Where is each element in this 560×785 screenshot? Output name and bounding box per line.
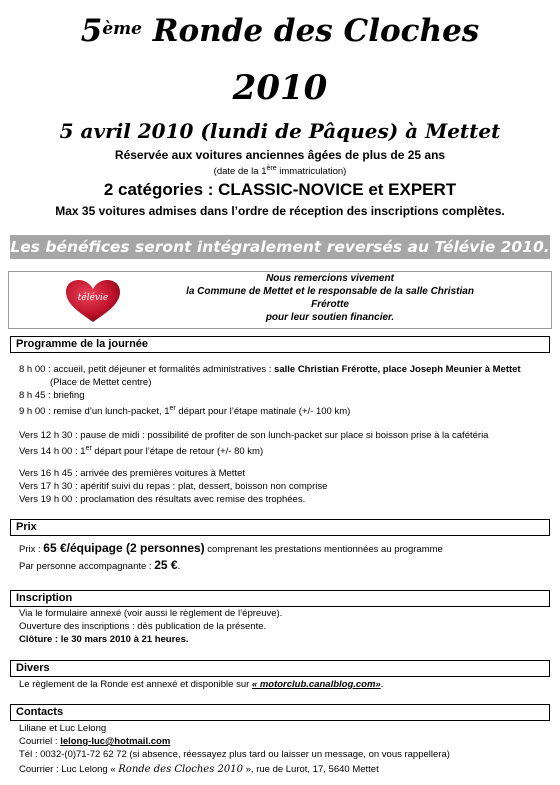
prix-header: Prix	[10, 519, 550, 536]
inscription-closing: Clôture : le 30 mars 2010 à 21 heures.	[19, 634, 189, 645]
reserved-note-sup: ère	[266, 165, 277, 172]
prix-team-price: 65 €/équipage (2 personnes)	[43, 541, 205, 555]
televie-logo-text: télévie	[77, 293, 109, 303]
title-ordinal: 5	[80, 13, 103, 49]
title-ordinal-suffix: ème	[102, 19, 142, 39]
motorclub-link[interactable]: « motorclub.canalblog.com»	[251, 679, 381, 690]
programme-line-6-sup: er	[85, 445, 92, 452]
event-title	[0, 12, 560, 50]
thanks-line-1: Nous remercions vivement	[266, 273, 394, 284]
prix-line-2	[19, 559, 180, 573]
programme-line-4-b: départ pour l’étape matinale (+/- 100 km)	[175, 406, 351, 418]
programme-line-4-sup: er	[169, 405, 176, 412]
reserved-note-a: (date de la 1	[213, 166, 267, 178]
contacts-event-name: Ronde des Cloches 2010	[118, 764, 243, 775]
contacts-line-3: Tél : 0032-(0)71-72 62 72 (si absence, réessayez plus tard ou laisser un message, on vous rappellera)	[19, 749, 450, 760]
event-date: 5 avril 2010 (lundi de Pâques) à Mettet	[59, 119, 501, 143]
programme-header: Programme de la journée	[10, 336, 550, 353]
thanks-line-2: la Commune de Mettet et le responsable de la salle Christian Frérotte	[186, 286, 474, 310]
programme-line-6-a: Vers 14 h 00 : 1	[19, 446, 86, 458]
divers-line-1-b: .	[380, 679, 384, 690]
programme-line-1	[19, 364, 521, 376]
reserved-text: Réservée aux voitures anciennes âgées de plus de 25 ans	[114, 148, 446, 162]
programme-line-3: 8 h 45 : briefing	[19, 390, 85, 401]
heart-icon	[62, 278, 124, 324]
benefits-banner: Les bénéfices seront intégralement reversés au Télévie 2010.	[10, 235, 550, 259]
programme-line-5: Vers 12 h 30 : pause de midi : possibilité de profiter de son lunch-packet sur place si boisson prise à la cafétéria	[19, 430, 489, 441]
inscription-line-1: Via le formulaire annexé (voir aussi le règlement de l’épreuve).	[19, 608, 283, 619]
inscription-line-2: Ouverture des inscriptions : dès publication de la présente.	[19, 621, 267, 632]
contacts-line-4-a: Courrier : Luc Lelong «	[19, 764, 119, 775]
reserved-note-b: immatriculation)	[276, 166, 347, 178]
televie-logo	[62, 278, 124, 324]
prix-line-1-a: Prix :	[19, 544, 44, 555]
inscription-header: Inscription	[10, 590, 550, 607]
thanks-line-3: pour leur soutien financier.	[265, 312, 395, 323]
contacts-line-1: Liliane et Luc Lelong	[19, 723, 107, 734]
prix-companion-price: 25 €	[154, 558, 178, 572]
programme-line-4	[19, 403, 350, 418]
programme-line-4-a: 9 h 00 : remise d’un lunch-packet, 1	[19, 406, 170, 418]
event-year: 2010	[232, 68, 328, 108]
divers-line-1	[19, 679, 383, 691]
divers-header: Divers	[10, 660, 550, 677]
prix-line-1-b: comprenant les prestations mentionnées au programme	[204, 544, 443, 555]
programme-line-7: Vers 16 h 45 : arrivée des premières voitures à Mettet	[19, 468, 245, 479]
max-cars-text: Max 35 voitures admises dans l’ordre de réception des inscriptions complètes.	[55, 204, 505, 218]
contacts-line-4	[19, 764, 379, 776]
prix-line-1	[19, 542, 443, 556]
thanks-text	[185, 272, 475, 324]
programme-line-2: (Place de Mettet centre)	[50, 377, 152, 388]
programme-line-6-b: départ pour l’étape de retour (+/- 80 km)	[91, 446, 264, 458]
title-name: Ronde des Cloches	[152, 13, 480, 49]
contacts-line-4-c: », rue de Lurot, 17, 5640 Mettet	[243, 764, 379, 775]
contacts-line-2-a: Courriel :	[19, 736, 61, 747]
programme-line-1-a: 8 h 00 : accueil, petit déjeuner et formalités administratives :	[19, 364, 275, 375]
reserved-note	[0, 163, 560, 178]
programme-line-6	[19, 443, 263, 458]
categories-text: 2 catégories : CLASSIC-NOVICE et EXPERT	[103, 180, 457, 199]
programme-line-8: Vers 17 h 30 : apéritif suivi du repas : plat, dessert, boisson non comprise	[19, 481, 328, 492]
programme-venue: salle Christian Frérotte, place Joseph Meunier à Mettet	[274, 364, 521, 375]
prix-line-2-b: .	[177, 561, 181, 572]
contacts-header: Contacts	[10, 704, 550, 721]
divers-line-1-a: Le règlement de la Ronde est annexé et disponible sur	[19, 679, 252, 690]
prix-line-2-a: Par personne accompagnante :	[19, 561, 155, 572]
email-link[interactable]: lelong-luc@hotmail.com	[60, 736, 171, 747]
contacts-line-2	[19, 736, 170, 748]
programme-line-9: Vers 19 h 00 : proclamation des résultats avec remise des trophées.	[19, 494, 306, 505]
